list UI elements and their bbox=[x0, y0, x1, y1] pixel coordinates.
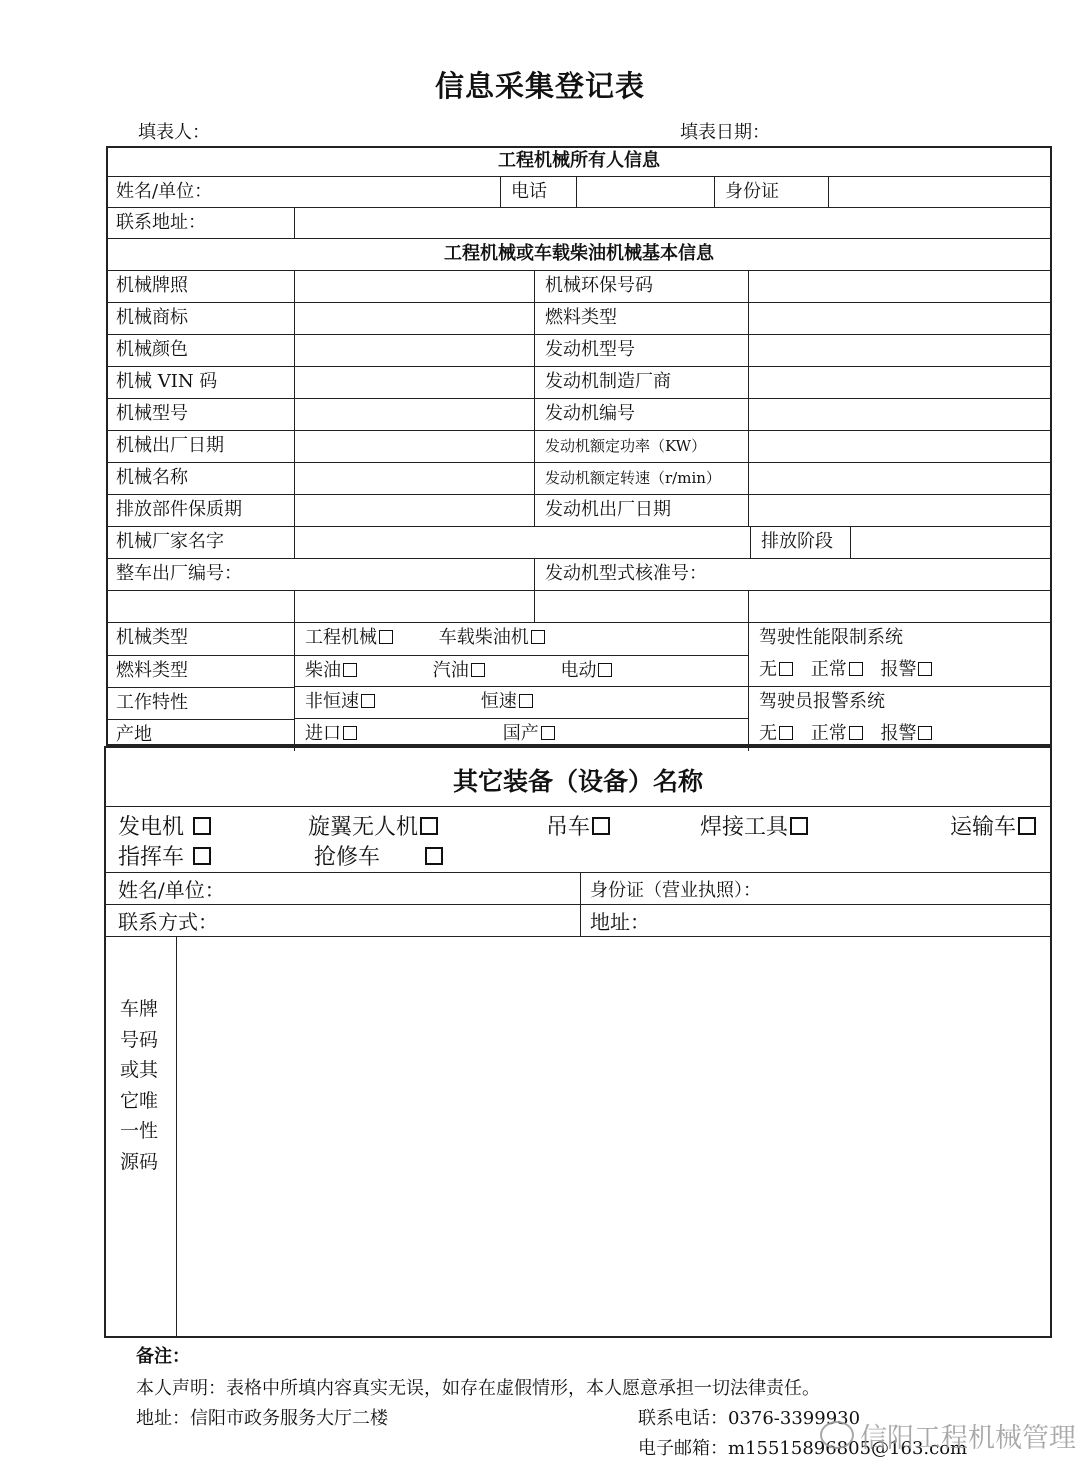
option-label: 恒速 bbox=[480, 691, 517, 712]
machine-brand-label: 机械商标 bbox=[116, 307, 188, 328]
checkbox[interactable] bbox=[519, 694, 533, 708]
equipment-address[interactable]: 地址： bbox=[590, 910, 650, 934]
engine-maker-field[interactable] bbox=[748, 367, 1052, 398]
declaration-text: 本人声明：表格中所填内容真实无误，如存在虚假情形，本人愿意承担一切法律责任。 bbox=[136, 1378, 820, 1399]
label-line: 号码 bbox=[120, 1028, 159, 1051]
machine-type-label: 机械类型 bbox=[116, 627, 188, 648]
option-label: 旋翼无人机 bbox=[308, 815, 419, 840]
machine-row bbox=[106, 463, 1052, 495]
machine-maker-row bbox=[106, 527, 1052, 559]
checkbox[interactable] bbox=[361, 694, 375, 708]
option-label: 无 bbox=[759, 723, 777, 744]
owner-section-title: 工程机械所有人信息 bbox=[498, 150, 660, 171]
machine-type-row bbox=[106, 623, 1052, 655]
engine-speed-label: 发动机额定转速（r/min） bbox=[534, 463, 748, 494]
option-label: 正常 bbox=[810, 659, 847, 680]
machine-color-field[interactable] bbox=[294, 335, 534, 366]
option-label: 汽油 bbox=[432, 660, 469, 681]
machine-name-field[interactable] bbox=[294, 463, 534, 494]
equipment-section-title: 其它装备（设备）名称 bbox=[452, 767, 703, 796]
checkbox[interactable] bbox=[425, 847, 443, 865]
checkbox[interactable] bbox=[420, 817, 438, 835]
checkbox[interactable] bbox=[592, 817, 610, 835]
checkbox[interactable] bbox=[849, 726, 863, 740]
owner-phone-field[interactable] bbox=[576, 177, 714, 207]
owner-name-field[interactable]: 姓名/单位： bbox=[116, 181, 213, 202]
divider bbox=[106, 904, 1050, 905]
drive-limit-label: 驾驶性能限制系统 bbox=[748, 623, 1052, 655]
maker-field[interactable] bbox=[294, 527, 750, 558]
machine-color-label: 机械颜色 bbox=[116, 339, 188, 360]
machine-section-header bbox=[106, 239, 1052, 271]
equipment-section bbox=[104, 746, 1052, 1338]
owner-address-label: 联系地址： bbox=[116, 212, 206, 233]
registration-form bbox=[106, 146, 1052, 751]
machine-row bbox=[106, 303, 1052, 335]
owner-phone-label: 电话 bbox=[500, 177, 576, 207]
equipment-generator bbox=[118, 810, 211, 841]
machine-env-code-field[interactable] bbox=[748, 271, 1052, 302]
page-title: 信息采集登记表 bbox=[434, 69, 645, 103]
warranty-label: 排放部件保质期 bbox=[116, 499, 242, 520]
equipment-transport bbox=[950, 810, 1036, 841]
blank-cell[interactable] bbox=[748, 591, 1052, 622]
divider bbox=[106, 806, 1050, 807]
owner-idcard-label: 身份证 bbox=[714, 177, 828, 207]
driver-alarm-label: 驾驶员报警系统 bbox=[748, 687, 1052, 719]
owner-name-row bbox=[106, 177, 1052, 208]
warranty-field[interactable] bbox=[294, 495, 534, 526]
owner-section-header bbox=[106, 146, 1052, 177]
machine-date-field[interactable] bbox=[294, 431, 534, 462]
machine-name-label: 机械名称 bbox=[116, 467, 188, 488]
option-label: 焊接工具 bbox=[700, 815, 789, 840]
engine-maker-label: 发动机制造厂商 bbox=[534, 367, 748, 398]
drive-limit-options bbox=[748, 655, 1052, 687]
checkbox[interactable] bbox=[471, 663, 485, 677]
equipment-repair bbox=[314, 840, 443, 871]
option-label: 报警 bbox=[880, 723, 917, 744]
plate-number-label bbox=[120, 994, 164, 1177]
label-line: 车牌 bbox=[120, 998, 159, 1020]
option-label: 柴油 bbox=[305, 660, 341, 681]
option-label: 电动 bbox=[560, 660, 597, 681]
blank-cell[interactable] bbox=[294, 591, 534, 622]
checkbox[interactable] bbox=[849, 662, 863, 676]
engine-date-field[interactable] bbox=[748, 495, 1052, 526]
machine-row bbox=[106, 335, 1052, 367]
work-row bbox=[106, 687, 1052, 719]
option-label: 国产 bbox=[502, 723, 539, 744]
engine-power-field[interactable] bbox=[748, 431, 1052, 462]
checkbox[interactable] bbox=[193, 847, 211, 865]
checkbox[interactable] bbox=[790, 817, 808, 835]
equipment-contact[interactable]: 联系方式： bbox=[118, 910, 218, 934]
engine-power-label: 发动机额定功率（KW） bbox=[534, 431, 748, 462]
option-label: 抢修车 bbox=[314, 845, 381, 870]
option-label: 工程机械 bbox=[305, 627, 377, 648]
label-line: 一性 bbox=[120, 1120, 159, 1142]
checkbox[interactable] bbox=[193, 817, 211, 835]
divider bbox=[106, 872, 1050, 873]
watermark bbox=[820, 1416, 1076, 1455]
divider bbox=[176, 936, 177, 1338]
equipment-command bbox=[118, 840, 211, 871]
machine-row bbox=[106, 495, 1052, 527]
fuel-type-row bbox=[106, 655, 1052, 687]
checkbox[interactable] bbox=[541, 726, 555, 740]
owner-address-row bbox=[106, 208, 1052, 239]
contact-phone: 联系电话：0376-3399930 bbox=[638, 1408, 861, 1429]
machine-date-label: 机械出厂日期 bbox=[116, 435, 224, 456]
remarks-label: 备注： bbox=[136, 1346, 190, 1367]
blank-cell[interactable] bbox=[106, 591, 294, 622]
divider bbox=[106, 936, 1050, 937]
contact-email: 电子邮箱：m15515896805@163.com bbox=[638, 1438, 968, 1459]
checkbox[interactable] bbox=[598, 663, 612, 677]
machine-model-label: 机械型号 bbox=[116, 403, 188, 424]
plate-number-field[interactable] bbox=[178, 938, 1048, 1336]
machine-section-title: 工程机械或车载柴油机械基本信息 bbox=[444, 243, 714, 264]
checkbox[interactable] bbox=[918, 726, 932, 740]
owner-address-field[interactable] bbox=[294, 208, 1052, 238]
engine-model-field[interactable] bbox=[748, 335, 1052, 366]
machine-fuel-label: 燃料类型 bbox=[534, 303, 748, 334]
office-address: 地址：信阳市政务服务大厅二楼 bbox=[136, 1408, 388, 1429]
filler-label: 填表人： bbox=[138, 122, 210, 143]
equipment-owner-name[interactable]: 姓名/单位： bbox=[118, 878, 225, 902]
equipment-license[interactable]: 身份证（营业执照）： bbox=[590, 880, 761, 901]
fill-date-label: 填表日期： bbox=[680, 122, 770, 143]
engine-serial-label: 发动机编号 bbox=[534, 399, 748, 430]
equipment-drone bbox=[308, 810, 438, 841]
engine-speed-field[interactable] bbox=[748, 463, 1052, 494]
engine-approval-field[interactable]: 发动机型式核准号： bbox=[534, 559, 1052, 590]
machine-row bbox=[106, 367, 1052, 399]
option-label: 非恒速 bbox=[305, 691, 359, 712]
work-label: 工作特性 bbox=[106, 687, 294, 719]
option-label: 运输车 bbox=[950, 815, 1017, 840]
stage-field[interactable] bbox=[850, 527, 1052, 558]
option-label: 无 bbox=[759, 659, 777, 680]
blank-row bbox=[106, 591, 1052, 623]
work-options bbox=[294, 687, 748, 719]
equipment-crane bbox=[546, 810, 610, 841]
option-label: 车载柴油机 bbox=[438, 627, 529, 648]
machine-vin-field[interactable] bbox=[294, 367, 534, 398]
label-line: 或其 bbox=[120, 1059, 159, 1081]
option-label: 发电机 bbox=[118, 815, 185, 840]
machine-brand-field[interactable] bbox=[294, 303, 534, 334]
equipment-welding bbox=[700, 810, 808, 841]
blank-cell[interactable] bbox=[534, 591, 748, 622]
label-line: 源码 bbox=[120, 1150, 159, 1173]
maker-label: 机械厂家名字 bbox=[116, 531, 224, 552]
machine-row bbox=[106, 431, 1052, 463]
checkbox[interactable] bbox=[779, 726, 793, 740]
machine-plate-field[interactable] bbox=[294, 271, 534, 302]
origin-label: 产地 bbox=[106, 719, 294, 751]
checkbox[interactable] bbox=[918, 662, 932, 676]
watermark-text: 信阳工程机械管理 bbox=[860, 1423, 1076, 1454]
machine-model-field[interactable] bbox=[294, 399, 534, 430]
option-label: 报警 bbox=[880, 659, 917, 680]
machine-plate-label: 机械牌照 bbox=[116, 275, 188, 296]
stage-label: 排放阶段 bbox=[750, 527, 850, 558]
engine-serial-field[interactable] bbox=[748, 399, 1052, 430]
machine-row bbox=[106, 399, 1052, 431]
label-line: 它唯 bbox=[120, 1089, 159, 1112]
checkbox[interactable] bbox=[379, 630, 393, 644]
option-label: 进口 bbox=[305, 723, 341, 744]
checkbox[interactable] bbox=[343, 663, 357, 677]
machine-env-code-label: 机械环保号码 bbox=[534, 271, 748, 302]
option-label: 正常 bbox=[810, 723, 847, 744]
engine-model-label: 发动机型号 bbox=[534, 335, 748, 366]
option-label: 指挥车 bbox=[118, 845, 185, 870]
vehicle-number-field[interactable]: 整车出厂编号： bbox=[116, 563, 242, 584]
checkbox[interactable] bbox=[343, 726, 357, 740]
checkbox[interactable] bbox=[779, 662, 793, 676]
engine-date-label: 发动机出厂日期 bbox=[534, 495, 748, 526]
checkbox[interactable] bbox=[531, 630, 545, 644]
option-label: 吊车 bbox=[546, 815, 591, 840]
wechat-icon bbox=[820, 1421, 854, 1449]
machine-type-options bbox=[294, 623, 748, 655]
machine-row bbox=[106, 271, 1052, 303]
machine-vin-label: 机械 VIN 码 bbox=[116, 371, 218, 392]
owner-idcard-field[interactable] bbox=[828, 177, 1052, 207]
fuel-type-options bbox=[294, 655, 748, 687]
checkbox[interactable] bbox=[1018, 817, 1036, 835]
machine-fuel-field[interactable] bbox=[748, 303, 1052, 334]
vehicle-number-row bbox=[106, 559, 1052, 591]
fuel-type-label: 燃料类型 bbox=[106, 655, 294, 687]
